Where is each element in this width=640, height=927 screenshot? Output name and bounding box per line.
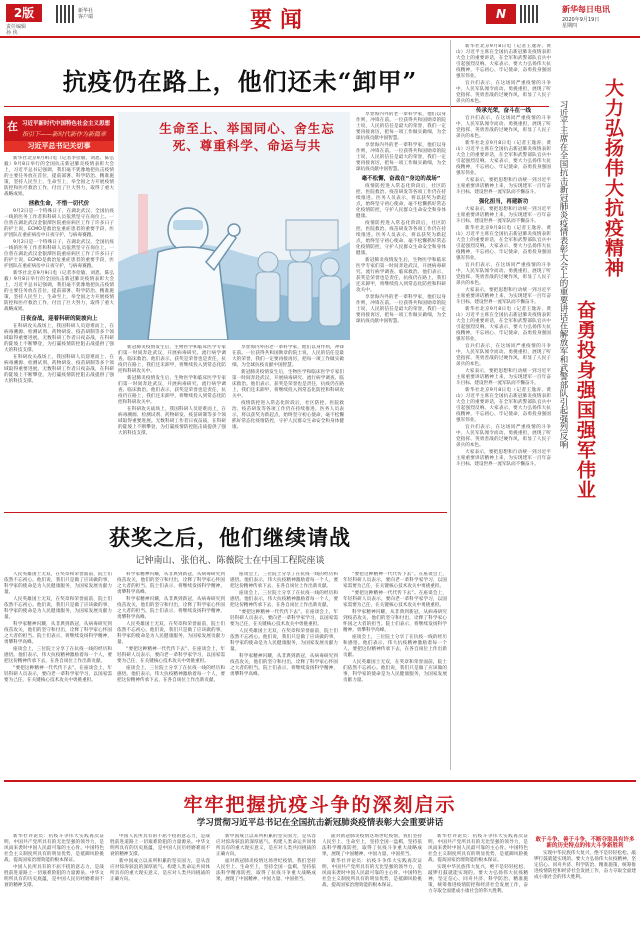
para: 新华社北京9月8日电（记者王逸涛、黄山）习近平主席在全国抗击新冠肺炎疫情表彰大会上的重要讲话，在全军和武警部队官兵中引起强烈反响。大家表示，要大力弘扬伟大抗疫精神，不忘初心、牢记使命，奋勇投身强国强军伟业。 (456, 388, 551, 423)
para: 大家表示，要把思想和行动统一到习近平主席重要讲话精神上来，为实现建军一百年奋斗目标、建设世界一流军队而不懈奋斗。 (456, 450, 551, 467)
para: 面对新冠肺炎疫情这场世纪疫情，我们坚持人民至上、生命至上，坚持全国一盘棋，坚持依法科学精准防控，取得了抗疫斗争重大战略成果，展现了中国精神、中国力量、中国担当。 (216, 859, 316, 882)
para: 官兵们表示，在这场同严重疫情的斗争中，人民军队闻令而动、勇挑重担，展现了听党指挥、英勇善战的过硬作风，彰显了人民子弟兵的本色。 (456, 116, 551, 139)
headline-third: 牢牢把握抗疫斗争的深刻启示 (183, 794, 457, 816)
para: 座谈会上，三位院士分享了在抗疫一线的经历和感悟。他们表示，伟大抗疫精神激励着每一个人，要把这份精神传承下去，在各自岗位上作出新贡献。 (343, 635, 447, 658)
headline-second-sub: 记钟南山、张伯礼、陈薇院士在中国工程院座谈 (135, 556, 325, 566)
column-divider (450, 40, 451, 770)
para: 新华社北京9月8日电（记者王逸涛、黄山）习近平主席在全国抗击新冠肺炎疫情表彰大会上的重要讲话，在全军和武警部队官兵中引起强烈反响。大家表示，要大力弘扬伟大抗疫精神，不忘初心、牢记使命，奋勇投身强国强军伟业。 (456, 141, 551, 176)
article3-col-3 (216, 834, 316, 924)
illustration-slogan: 生命至上、举国同心、舍生忘死、尊重科学、命运与共 (159, 121, 335, 153)
para: 新华社评论员：抗疫斗争伟大实践再次证明，中国共产党所具有的无比坚强的领导力，是风雨来袭时中国人民最可靠的主心骨。中国特色社会主义制度所具有的明显优势，是抵御风险挑战、提高国家治理效能的根本保证。 (428, 834, 528, 863)
para: 人民英雄国士无双，在奖章和荣誉面前，院士们依然不忘初心。他们说，我们只是做了应该做的事，科学家的使命是为人民健康服务，为国家发展贡献力量。 (4, 572, 112, 595)
qr-code-icon-2[interactable] (520, 5, 538, 23)
para: 座谈会上，三位院士分享了在抗疫一线的经历和感悟。他们表示，伟大抗疫精神激励着每一个人，要把这份精神传承下去，在各自岗位上作出新贡献。 (117, 666, 225, 683)
para: 在科研攻关战场上，我国科研人员迎难而上，在病毒溯源、检测试剂、药物研发、疫苗研制等多个领域取得重要进展。无数科研工作者日夜奋战，在科研的陡坡上不断攀登，为打赢疫情防控阻击战提供了强大的科技支撑。 (118, 407, 226, 436)
article2-col-1 (4, 572, 112, 772)
para: 在科研攻关战场上，我国科研人员迎难而上，在病毒溯源、检测试剂、药物研发、疫苗研制等多个领域取得重要进展。无数科研工作者日夜奋战，在科研的陡坡上不断攀登，为打赢疫情防控阻击战提供了强大的科技支撑。 (4, 324, 114, 353)
para: 实现中华民族伟大复兴，绝不是轻轻松松、敲锣打鼓就能实现的。要大力弘扬伟大抗疫精神，坚定信心、同舟共济、科学防治、精准施策，统筹推进疫情防控和经济社会发展工作，奋力夺取全面建成小康社会的伟大胜利。 (534, 851, 636, 880)
para: 大家表示，要把思想和行动统一到习近平主席重要讲话精神上来，为实现建军一百年奋斗目标、建设世界一流军队而不懈奋斗。 (456, 207, 551, 224)
editor-meta: 责任编辑 孙 侠 (6, 24, 27, 36)
para: 新冠肺炎疫情发生后，生物医学和临床医学专家们第一时间奔赴武汉，开展病毒研究、流行病学调查、临床救治。他们表示，获奖是荣誉也是责任，抗疫仍在路上，我们还未卸甲，将继续投入到常态化防控和科研攻关中。 (118, 345, 226, 374)
paper-logo-icon: N (486, 4, 516, 24)
para: 中国人民所具有的不屈不挠的意志力，是战胜前进道路上一切艰难险阻的力量源泉。中华文明所具有的历史底蕴，是中国人民历经磨难而不衰的精神支撑。 (110, 834, 210, 857)
headline-main: 抗疫仍在路上，他们还未“卸甲” (62, 67, 418, 96)
para: 新华社北京9月8日电（记者王逸涛、黄山）习近平主席在全国抗击新冠肺炎疫情表彰大会上的重要讲话，在全军和武警部队官兵中引起强烈反响。大家表示，要大力弘扬伟大抗疫精神，不忘初心、牢记使命，奋勇投身强国强军伟业。 (456, 226, 551, 261)
para: “要把这种精神一代代传下去”。在座谈会上，年轻科研人员表示，要向老一辈科学家学习，以国家需要为己任，在关键核心技术攻关中勇挑重担。 (4, 666, 112, 683)
subhead: 强化担当，再建新功 (478, 199, 529, 205)
para: 人民英雄国士无双，在奖章和荣誉面前，院士们依然不忘初心。他们说，我们只是做了应该做的事，科学家的使命是为人民健康服务，为国家发展贡献力量。 (117, 622, 225, 645)
para: 疫情防控进入常态化阶段后，社区防控、医院救治、疫苗研发等各项工作仍在持续推进。医务人员表示，将以获奖为新起点，始终坚守初心使命，毫不松懈抓好常态化疫情防控，守护人民群众生命安全和身体健康。 (232, 401, 344, 430)
para: 人民英雄国士无双，在奖章和荣誉面前，院士们依然不忘初心。他们说，我们只是做了应该做的事，科学家的使命是为人民健康服务，为国家发展贡献力量。 (230, 629, 338, 652)
para: 享誉海内外的老一辈科学家，他们以身作则，冲锋在前。一位获得共和国勋章的院士说，人民的信任是最大的荣誉，我们一定要再接再厉，把每一项工作做实做细，为全球抗疫贡献中国智慧。 (232, 345, 344, 368)
article3-col-2 (110, 834, 210, 924)
para: 享誉海内外的老一辈科学家，他们以身作则，冲锋在前。一位获得共和国勋章的院士说，人民的信任是最大的荣誉，我们一定要再接再厉，把每一项工作做实做细，为全球抗疫贡献中国智慧。 (356, 295, 446, 324)
section2-rule (4, 512, 447, 513)
para: “要把这种精神一代代传下去”。在座谈会上，年轻科研人员表示，要向老一辈科学家学习，以国家需要为己任，在关键核心技术攻关中勇挑重担。 (117, 647, 225, 664)
article-col-3 (356, 112, 446, 507)
paper-date: 2020年9月19日 星期四 (562, 17, 600, 29)
para: 新华社北京9月8日电（记者王逸涛、黄山）习近平主席在全国抗击新冠肺炎疫情表彰大会上的重要讲话，在全军和武警部队官兵中引起强烈反响。大家表示，要大力弘扬伟大抗疫精神，不忘初心、牢记使命，奋勇投身强国强军伟业。 (456, 307, 551, 342)
para: 新华社评论员：抗疫斗争伟大实践再次证明，中国共产党所具有的无比坚强的领导力，是风雨来袭时中国人民最可靠的主心骨。中国特色社会主义制度所具有的明显优势，是抵御风险挑战、提高国家治理效能的根本保证。 (4, 834, 104, 863)
para: 座谈会上，三位院士分享了在抗疫一线的经历和感悟。他们表示，伟大抗疫精神激励着每一个人，要把这份精神传承下去，在各自岗位上作出新贡献。 (230, 591, 338, 608)
article2-col-4 (343, 572, 447, 772)
para: 疫情防控进入常态化阶段后，社区防控、医院救治、疫苗研发等各项工作仍在持续推进。医务人员表示，将以获奖为新起点，始终坚守初心使命，毫不松懈抓好常态化疫情防控，守护人民群众生命安全和身体健康。 (356, 184, 446, 219)
para: 科学家精神闪耀，从非典到新冠，从病毒研究到疫苗攻关，他们的坚守和付出，诠释了科学家心怀国之大者的担当。院士们表示，将继续发扬科学精神，勇攀科学高峰。 (343, 610, 447, 633)
para: 新中国成立以来所积累的坚实国力，是从容应对惊涛骇浪的深厚底气。构建人类命运共同体所具有的重大现实意义，是应对人类共同挑战的正确方向。 (216, 834, 316, 857)
para: 新冠肺炎疫情发生后，生物医学和临床医学专家们第一时间奔赴武汉，开展病毒研究、流行病学调查、临床救治。他们表示，获奖是荣誉也是责任，抗疫仍在路上，我们还未卸甲，将继续投入到常态化防控和科研攻关中。 (356, 258, 446, 293)
subhead: 毫不松懈，奋战在“身边的战场” (361, 176, 441, 182)
para: 新华社北京9月9日电（记者李俭敏、刘恩、陈弘毅）9月8日举行的全国抗击新冠肺炎疫情表彰大会上，习近平总书记强调，我们毫不犹豫地把抗击疫情的主要任务放在首位，提前部署、科学防治、精准施策，坚持人民至上、生命至上，举全国之力开展疫情防控和医疗救治工作，付出了巨大努力，取得了重大战略成果。 (4, 271, 114, 312)
headline-third-sub: 学习贯彻习近平总书记在全国抗击新冠肺炎疫情表彰大会重要讲话 (196, 818, 444, 828)
para: 人民英雄国士无双，在奖章和荣誉面前，院士们依然不忘初心。他们说，我们只是做了应该做的事，科学家的使命是为人民健康服务，为国家发展贡献力量。 (4, 597, 112, 620)
banner-pre: 习近平新时代中国特色社会主义思想 (22, 121, 111, 127)
para: 科学家精神闪耀，从非典到新冠，从病毒研究到疫苗攻关，他们的坚守和付出，诠释了科学家心怀国之大者的担当。院士们表示，将继续发扬科学精神，勇攀科学高峰。 (230, 654, 338, 677)
vertical-headline-2: 奋勇投身强国强军伟业 (574, 300, 596, 500)
article2-col-3 (230, 572, 338, 772)
para: 新华社评论员：抗疫斗争伟大实践再次证明，中国共产党所具有的无比坚强的领导力，是风雨来袭时中国人民最可靠的主心骨。中国特色社会主义制度所具有的明显优势，是抵御风险挑战、提高国家治理效能的根本保证。 (322, 859, 422, 888)
para: 享誉海内外的老一辈科学家，他们以身作则，冲锋在前。一位获得共和国勋章的院士说，人民的信任是最大的荣誉，我们一定要再接再厉，把每一项工作做实做细，为全球抗疫贡献中国智慧。 (356, 143, 446, 172)
article3-col-4 (322, 834, 422, 924)
para: 座谈会上，三位院士分享了在抗疫一线的经历和感悟。他们表示，伟大抗疫精神激励着每一个人，要把这份精神传承下去，在各自岗位上作出新贡献。 (230, 572, 338, 589)
para: 实现中华民族伟大复兴，绝不是轻轻松松、敲锣打鼓就能实现的。要大力弘扬伟大抗疫精神，坚定信心、同舟共济、科学防治、精准施策，统筹推进疫情防控和经济社会发展工作，奋力夺取全面建成小康社会的伟大胜利。 (428, 865, 528, 894)
vertical-subheadline: 习近平主席在全国抗击新冠肺炎疫情表彰大会上的重要讲话在解放军和武警部队引起强烈反响 (558, 100, 568, 449)
para: 新冠肺炎疫情发生后，生物医学和临床医学专家们第一时间奔赴武汉，开展病毒研究、流行病学调查、临床救治。他们表示，获奖是荣誉也是责任，抗疫仍在路上，我们还未卸甲，将继续投入到常态化防控和科研攻关中。 (232, 370, 344, 399)
para: 新华社北京9月9日电（记者李俭敏、刘恩、陈弘毅）9月8日举行的全国抗击新冠肺炎疫情表彰大会上，习近平总书记强调，我们毫不犹豫地把抗击疫情的主要任务放在首位，提前部署、科学防治、精准施策，坚持人民至上、生命至上，举全国之力开展疫情防控和医疗救治工作，付出了巨大努力，取得了重大战略成果。 (4, 156, 114, 197)
qr-label: 新华社 客户端 (78, 8, 94, 20)
masthead (0, 0, 640, 38)
para: “要把这种精神一代代传下去”。在座谈会上，年轻科研人员表示，要向老一辈科学家学习，以国家需要为己任，在关键核心技术攻关中勇挑重担。 (343, 572, 447, 589)
para: 中国人民所具有的不屈不挠的意志力，是战胜前进道路上一切艰难险阻的力量源泉。中华文明所具有的历史底蕴，是中国人民历经磨难而不衰的精神支撑。 (4, 865, 104, 888)
para: 大家表示，要把思想和行动统一到习近平主席重要讲话精神上来，为实现建军一百年奋斗目标、建设世界一流军队而不懈奋斗。 (456, 288, 551, 305)
para: 大家表示，要把思想和行动统一到习近平主席重要讲话精神上来，为实现建军一百年奋斗目标、建设世界一流军队而不懈奋斗。 (456, 178, 551, 195)
special-column-banner (4, 116, 114, 152)
para: 新冠肺炎疫情发生后，生物医学和临床医学专家们第一时间奔赴武汉，开展病毒研究、流行病学调查、临床救治。他们表示，获奖是荣誉也是责任，抗疫仍在路上，我们还未卸甲，将继续投入到常态化防控和科研攻关中。 (118, 376, 226, 405)
banner-fancy: 指引下——新时代新作为新篇章 (22, 131, 107, 138)
edition-badge: 2版 (6, 4, 42, 22)
article-col-2 (118, 345, 226, 507)
illustration-doctor (118, 112, 350, 340)
article-col-2b (232, 345, 344, 507)
para: 在科研攻关战场上，我国科研人员迎难而上，在病毒溯源、检测试剂、药物研发、疫苗研制等多个领域取得重要进展。无数科研工作者日夜奋战，在科研的陡坡上不断攀登，为打赢疫情防控阻击战提供了强大的科技支撑。 (4, 355, 114, 384)
vertical-headline-1: 大力弘扬伟大抗疫精神 (602, 78, 624, 278)
para: 官兵们表示，在这场同严重疫情的斗争中，人民军队闻令而动、勇挑重担，展现了听党指挥、英勇善战的过硬作风，彰显了人民子弟兵的本色。 (456, 81, 551, 104)
para: 9月2日是一个特殊日子，在湖北武汉，全国抗疫一线的医务工作者和科研人员依然坚守在岗位上。一位曾在湖北武汉金银潭医院重症病区工作了许多日子的护士说，ECMO是救治危重症患者的重要手段，医护团队在重症病房中日夜守护，与病毒赛跑。 (4, 209, 114, 238)
para: 人民英雄国士无双，在奖章和荣誉面前，院士们依然不忘初心。他们说，我们只是做了应该做的事，科学家的使命是为人民健康服务，为国家发展贡献力量。 (343, 660, 447, 683)
para: 座谈会上，三位院士分享了在抗疫一线的经历和感悟。他们表示，伟大抗疫精神激励着每一个人，要把这份精神传承下去，在各自岗位上作出新贡献。 (4, 647, 112, 664)
para: 科学家精神闪耀，从非典到新冠，从病毒研究到疫苗攻关，他们的坚守和付出，诠释了科学家心怀国之大者的担当。院士们表示，将继续发扬科学精神，勇攀科学高峰。 (4, 622, 112, 645)
subhead: 拯救生命，不惜一切代价 (28, 201, 90, 207)
banner-mark: 在 (7, 120, 18, 133)
para: 官兵们表示，在这场同严重疫情的斗争中，人民军队闻令而动、勇挑重担，展现了听党指挥、英勇善战的过硬作风，彰显了人民子弟兵的本色。 (456, 263, 551, 286)
para: 疫情防控进入常态化阶段后，社区防控、医院救治、疫苗研发等各项工作仍在持续推进。医务人员表示，将以获奖为新起点，始终坚守初心使命，毫不松懈抓好常态化疫情防控，守护人民群众生命安全和身体健康。 (356, 221, 446, 256)
para: 新中国成立以来所积累的坚实国力，是从容应对惊涛骇浪的深厚底气。构建人类命运共同体所具有的重大现实意义，是应对人类共同挑战的正确方向。 (110, 859, 210, 882)
banner-label: 习近平总书记关切事 (4, 141, 114, 152)
para: 新华社北京9月8日电（记者王逸涛、黄山）习近平主席在全国抗击新冠肺炎疫情表彰大会上的重要讲话，在全军和武警部队官兵中引起强烈反响。大家表示，要大力弘扬伟大抗疫精神，不忘初心、牢记使命，奋勇投身强国强军伟业。 (456, 44, 551, 79)
article2-col-2 (117, 572, 225, 772)
para: 官兵们表示，在这场同严重疫情的斗争中，人民军队闻令而动、勇挑重担，展现了听党指挥、英勇善战的过硬作风，彰显了人民子弟兵的本色。 (456, 425, 551, 448)
para: 科学家精神闪耀，从非典到新冠，从病毒研究到疫苗攻关，他们的坚守和付出，诠释了科学家心怀国之大者的担当。院士们表示，将继续发扬科学精神，勇攀科学高峰。 (117, 597, 225, 620)
para: “要把这种精神一代代传下去”。在座谈会上，年轻科研人员表示，要向老一辈科学家学习，以国家需要为己任，在关键核心技术攻关中勇挑重担。 (230, 610, 338, 627)
para: “要把这种精神一代代传下去”。在座谈会上，年轻科研人员表示，要向老一辈科学家学习，以国家需要为己任，在关键核心技术攻关中勇挑重担。 (343, 591, 447, 608)
subhead: 日夜奋战，迎着科研的陡坡向上 (20, 316, 98, 322)
article-col-1 (4, 156, 114, 506)
qr-code-icon[interactable] (56, 5, 74, 23)
section-title: 要闻 (250, 7, 311, 33)
section3-rule (4, 780, 636, 782)
para: 科学家精神闪耀，从非典到新冠，从病毒研究到疫苗攻关，他们的坚守和付出，诠释了科学家心怀国之大者的担当。院士们表示，将继续发扬科学精神，勇攀科学高峰。 (117, 572, 225, 595)
para: 享誉海内外的老一辈科学家，他们以身作则，冲锋在前。一位获得共和国勋章的院士说，人民的信任是最大的荣誉，我们一定要再接再厉，把每一项工作做实做细，为全球抗疫贡献中国智慧。 (356, 112, 446, 141)
article-col-4 (456, 44, 551, 772)
para: 面对新冠肺炎疫情这场世纪疫情，我们坚持人民至上、生命至上，坚持全国一盘棋，坚持依法科学精准防控，取得了抗疫斗争重大战略成果，展现了中国精神、中国力量、中国担当。 (322, 834, 422, 857)
para: 大家表示，要把思想和行动统一到习近平主席重要讲话精神上来，为实现建军一百年奋斗目标、建设世界一流军队而不懈奋斗。 (456, 369, 551, 386)
subhead: 敢于斗争、善于斗争，不断夺取具有许多新的历史特点的伟大斗争新胜利 (535, 837, 635, 849)
article3-col-6 (534, 834, 636, 924)
para: 官兵们表示，在这场同严重疫情的斗争中，人民军队闻令而动、勇挑重担，展现了听党指挥、英勇善战的过硬作风，彰显了人民子弟兵的本色。 (456, 344, 551, 367)
paper-name: 新华每日电讯 (562, 5, 610, 14)
article3-col-1 (4, 834, 104, 924)
headline-second: 获奖之后，他们继续请战 (109, 525, 351, 550)
para: 9月2日是一个特殊日子，在湖北武汉，全国抗疫一线的医务工作者和科研人员依然坚守在岗位上。一位曾在湖北武汉金银潭医院重症病区工作了许多日子的护士说，ECMO是救治危重症患者的重要手段，医护团队在重症病房中日夜守护，与病毒赛跑。 (4, 240, 114, 269)
subhead: 传承光荣，奋斗在一线 (475, 108, 531, 114)
article3-col-5 (428, 834, 528, 924)
